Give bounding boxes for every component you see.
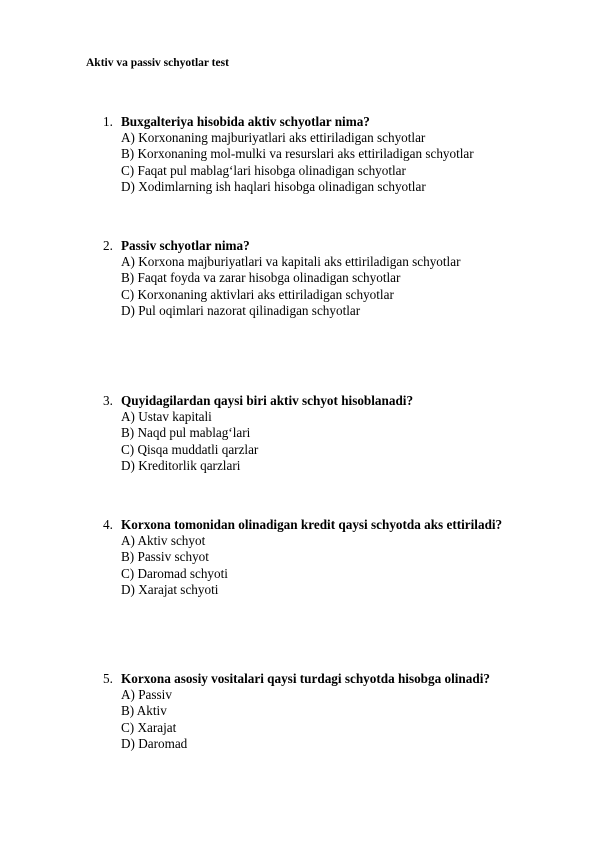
question-heading [103, 114, 573, 130]
question-3 [103, 393, 573, 474]
question-number: 1. [103, 114, 113, 129]
answer-option-b: B) Passiv schyot [121, 549, 209, 565]
answer-option-c: C) Qisqa muddatli qarzlar [121, 441, 259, 457]
question-2 [103, 238, 573, 319]
question-text: Passiv schyotlar nima? [121, 238, 250, 253]
answer-option-d: D) Pul oqimlari nazorat qilinadigan schyotlar [121, 302, 361, 318]
question-text: Buxgalteriya hisobida aktiv schyotlar nima? [121, 114, 370, 129]
question-text: Quyidagilardan qaysi biri aktiv schyot hisoblanadi? [121, 393, 414, 408]
answer-option-c: C) Korxonaning aktivlari aks ettiriladigan schyotlar [121, 286, 394, 302]
question-4 [103, 517, 573, 598]
question-number: 5. [103, 671, 113, 686]
answer-option-b: B) Aktiv [121, 703, 167, 719]
answer-option-b: B) Faqat foyda va zarar hisobga olinadigan schyotlar [121, 270, 401, 286]
answer-option-d: D) Xarajat schyoti [121, 581, 219, 597]
question-text: Korxona asosiy vositalari qaysi turdagi schyotda hisobga olinadi? [121, 671, 490, 686]
question-text: Korxona tomonidan olinadigan kredit qaysi schyotda aks ettiriladi? [121, 517, 503, 532]
answer-option-a: A) Aktiv schyot [121, 533, 206, 549]
answer-option-c: C) Faqat pul mablag‘lari hisobga olinadigan schyotlar [121, 162, 406, 178]
question-1 [103, 114, 573, 195]
answer-option-d: D) Xodimlarning ish haqlari hisobga olinadigan schyotlar [121, 178, 426, 194]
answer-option-c: C) Daromad schyoti [121, 565, 228, 581]
document-title: Aktiv va passiv schyotlar test [86, 57, 229, 69]
answer-option-b: B) Naqd pul mablag‘lari [121, 425, 251, 441]
question-number: 4. [103, 517, 113, 532]
answer-option-c: C) Xarajat [121, 719, 177, 735]
question-number: 2. [103, 238, 113, 253]
answer-option-a: A) Passiv [121, 687, 172, 703]
question-heading [103, 671, 573, 687]
question-heading [103, 393, 573, 409]
question-5 [103, 671, 573, 752]
answer-option-a: A) Ustav kapitali [121, 409, 212, 425]
answer-option-d: D) Kreditorlik qarzlari [121, 457, 241, 473]
question-number: 3. [103, 393, 113, 408]
answer-option-d: D) Daromad [121, 735, 188, 751]
answer-option-a: A) Korxonaning majburiyatlari aks ettiriladigan schyotlar [121, 130, 426, 146]
answer-option-b: B) Korxonaning mol-mulki va resurslari aks ettiriladigan schyotlar [121, 146, 474, 162]
answer-option-a: A) Korxona majburiyatlari va kapitali aks ettiriladigan schyotlar [121, 254, 461, 270]
question-heading [103, 238, 573, 254]
question-heading [103, 517, 573, 533]
